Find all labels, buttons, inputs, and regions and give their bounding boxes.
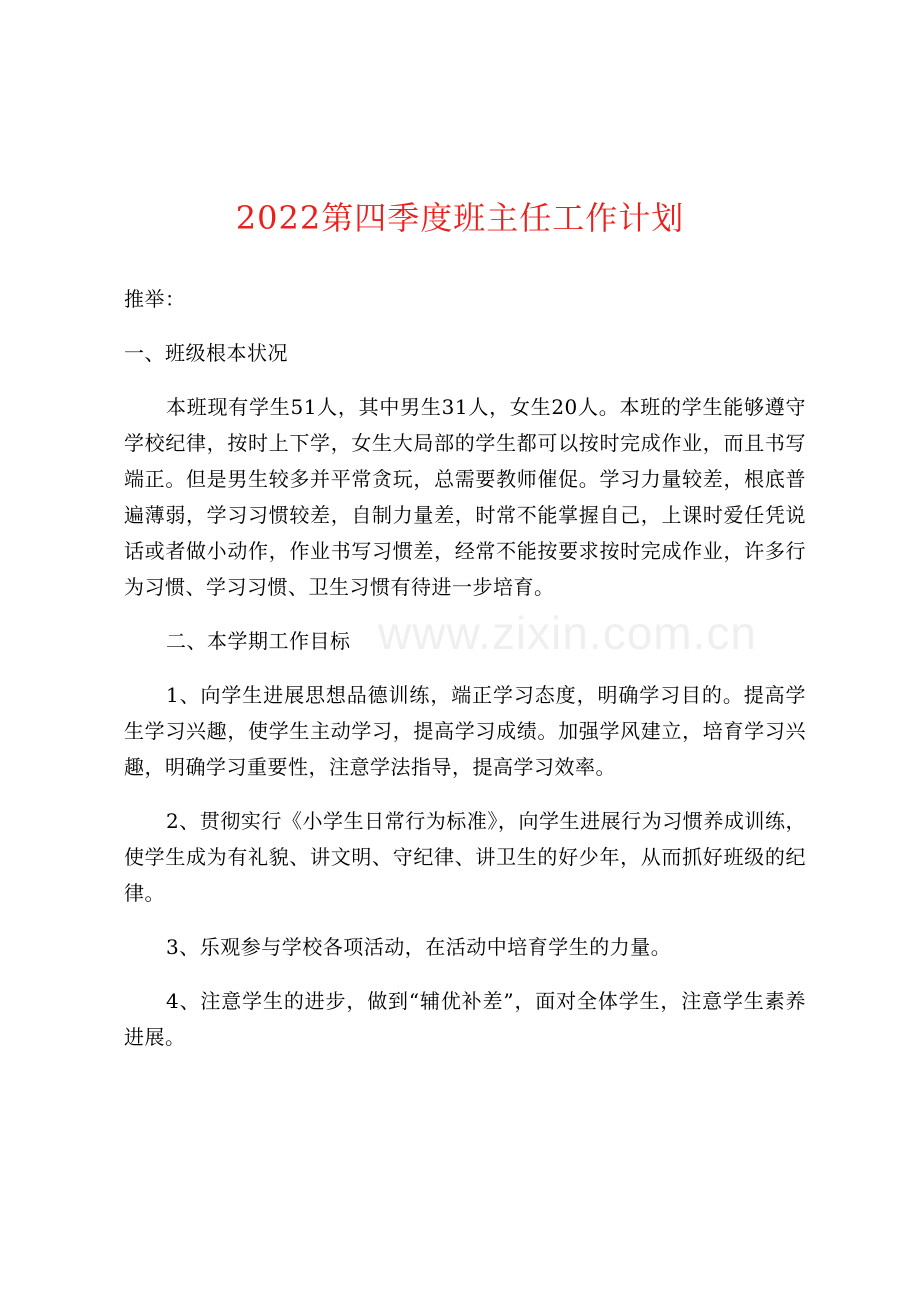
paragraph-goal-3: 3、乐观参与学校各项活动，在活动中培育学生的力量。 — [166, 935, 672, 959]
paragraph-goal-4: 4、注意学生的进步，做到“辅优补差”，面对全体学生，注意学生素养进展。 — [124, 989, 806, 1049]
section-heading-class-status: 一、班级根本状况 — [124, 341, 288, 365]
document-title: 2022第四季度班主任工作计划 — [235, 199, 685, 237]
paragraph-goal-1: 1、向学生进展思想品德训练，端正学习态度，明确学习目的。提高学生学习兴趣，使学生主动学习，提高学习成绩。加强学风建立，培育学习兴趣，明确学习重要性，注意学法指导，提高学习效率。 — [124, 683, 806, 779]
paragraph-goal-2: 2、贯彻实行《小学生日常行为标准》，向学生进展行为习惯养成训练，使学生成为有礼貌、讲文明、守纪律、讲卫生的好少年，从而抓好班级的纪律。 — [124, 809, 806, 905]
watermark: www.zixin.com.cn — [378, 607, 757, 659]
document-body — [124, 281, 806, 1073]
paragraph-class-status: 本班现有学生51人，其中男生31人，女生20人。本班的学生能够遵守学校纪律，按时上下学，女生大局部的学生都可以按时完成作业，而且书写端正。但是男生较多并平常贪玩，总需要教师催促。学习力量较差，根底普遍薄弱，学习习惯较差，自制力量差，时常不能掌握自己，上课时爱任凭说话或者做小动作，作业书写习惯差，经常不能按要求按时完成作业，许多行为习惯、学习习惯、卫生习惯有待进一步培育。 — [124, 395, 806, 599]
section-heading-goals: 二、本学期工作目标 — [166, 629, 351, 653]
paragraph-recommend-label: 推举： — [124, 287, 186, 311]
